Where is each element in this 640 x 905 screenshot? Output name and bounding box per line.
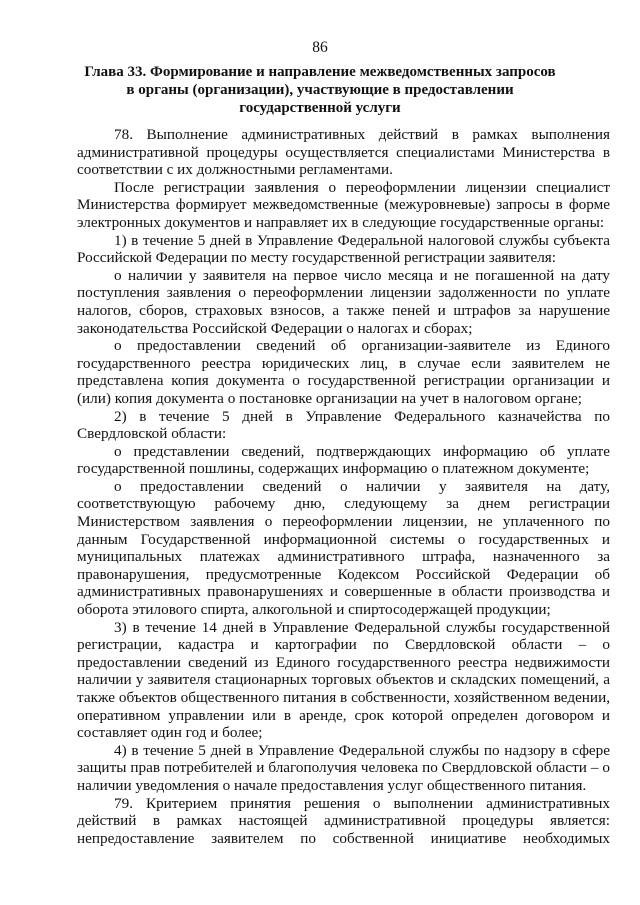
chapter-title: Глава 33. Формирование и направление межведомственных запросов в органы (организации), участвующие в предоставлении государственной услуги — [84, 64, 556, 116]
body-text — [77, 126, 610, 847]
paragraph: о предоставлении сведений об организации-заявителе из Единого государственного реестра юридических лиц, в случае если заявителем не представлена копия документа о государственной регистрации организации и (или) копия документа о постановке организации на учет в налоговом органе; — [77, 337, 610, 407]
paragraph: 2) в течение 5 дней в Управление Федерального казначейства по Свердловской области: — [77, 407, 610, 443]
paragraph: о представлении сведений, подтверждающих информацию об уплате государственной пошлины, содержащих информацию о платежном документе; — [77, 442, 610, 478]
paragraph: 3) в течение 14 дней в Управление Федеральной службы государственной регистрации, кадастра и картографии по Свердловской области – о предоставлении сведений из Единого государственного реестра недвижимости наличии у заявителя стационарных торговых объектов и складских помещений, а также объектов общественного питания в собственности, хозяйственном ведении, оперативном управлении или в аренде, срок которой определен договором и составляет один год и более; — [77, 618, 610, 742]
paragraph: 79. Критерием принятия решения о выполнении административных действий в рамках настоящей административной процедуры является: непредоставление заявителем по собственной инициативе необходимых — [77, 794, 610, 847]
paragraph: После регистрации заявления о переоформлении лицензии специалист Министерства формирует межведомственные (межуровневые) запросы в форме электронных документов и направляет их в следующие государственные органы: — [77, 178, 610, 231]
paragraph: о предоставлении сведений о наличии у заявителя на дату, соответствующую рабочему дню, следующему за днем регистрации Министерством заявления о переоформлении лицензии, не уплаченного по данным Государственной информационной системы о государственных и муниципальных платежах административного штрафа, назначенного за правонарушения, предусмотренные Кодексом Российской Федерации об административных правонарушениях и совершенные в области производства и оборота этилового спирта, алкогольной и спиртосодержащей продукции; — [77, 477, 610, 619]
paragraph: о наличии у заявителя на первое число месяца и не погашенной на дату поступления заявления о переоформлении лицензии задолженности по уплате налогов, сборов, страховых взносов, а также пеней и штрафов за нарушение законодательства Российской Федерации о налогах и сборах; — [77, 266, 610, 337]
paragraph: 78. Выполнение административных действий в рамках выполнения административной процедуры осуществляется специалистами Министерства в соответствии с их должностными регламентами. — [77, 126, 610, 179]
paragraph: 1) в течение 5 дней в Управление Федеральной налоговой службы субъекта Российской Федерации по месту государственной регистрации заявителя: — [77, 231, 610, 267]
paragraph: 4) в течение 5 дней в Управление Федеральной службы по надзору в сфере защиты прав потребителей и благополучия человека по Свердловской области – о наличии уведомления о начале предоставления услуг общественного питания. — [77, 741, 610, 794]
page-number: 86 — [312, 39, 328, 56]
